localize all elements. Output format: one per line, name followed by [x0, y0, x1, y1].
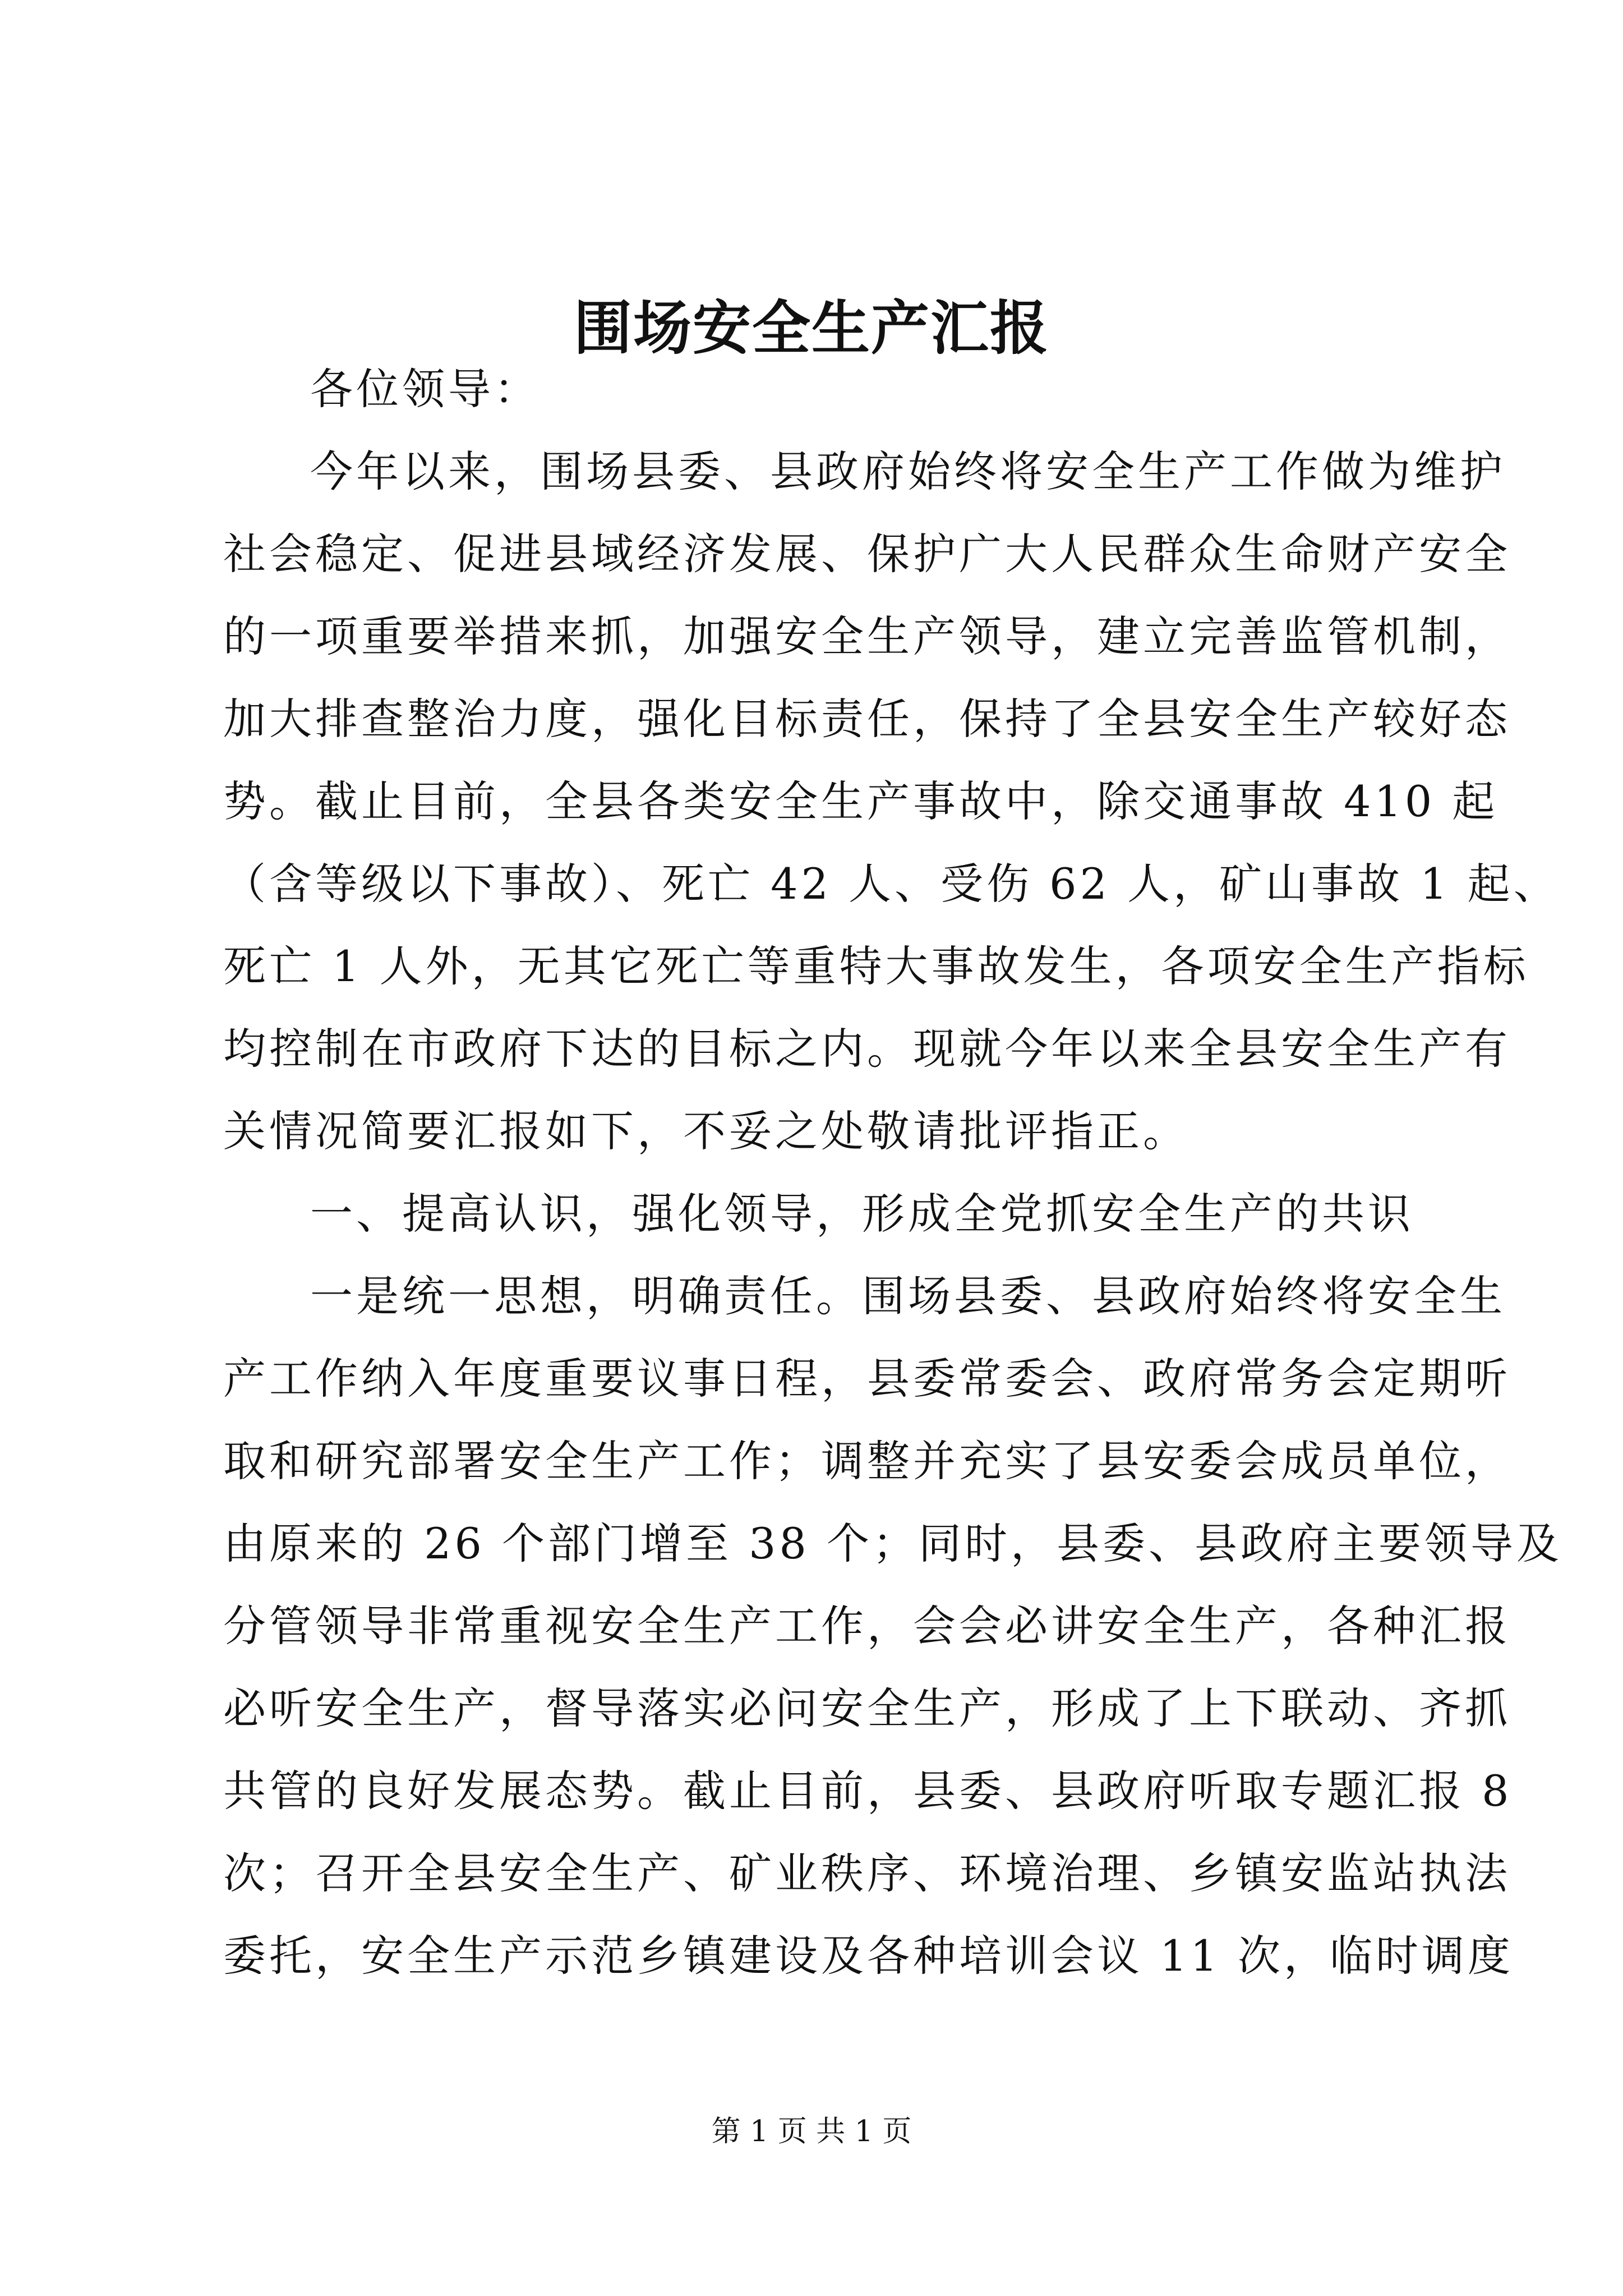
paragraph-line: 加大排查整治力度，强化目标责任，保持了全县安全生产较好态 — [223, 694, 1511, 744]
paragraph-line: 必听安全生产，督导落实必问安全生产，形成了上下联动、齐抓 — [223, 1683, 1511, 1733]
paragraph-line: 次；召开全县安全生产、矿业秩序、环境治理、乡镇安监站执法 — [223, 1848, 1511, 1898]
paragraph-line: 的一项重要举措来抓，加强安全生产领导，建立完善监管机制， — [223, 611, 1511, 661]
section-heading: 一、提高认识，强化领导，形成全党抓安全生产的共识 — [310, 1189, 1414, 1239]
page-footer: 第 1 页 共 1 页 — [711, 2115, 912, 2148]
paragraph-line: 由原来的 26 个部门增至 38 个；同时，县委、县政府主要领导及 — [223, 1519, 1563, 1568]
paragraph-line: 势。截止目前，全县各类安全生产事故中，除交通事故 410 起 — [223, 776, 1498, 826]
document-body — [223, 348, 1563, 1997]
paragraph-line: 取和研究部署安全生产工作；调整并充实了县安委会成员单位， — [223, 1436, 1511, 1486]
paragraph-line: 委托，安全生产示范乡镇建设及各种培训会议 11 次，临时调度 — [223, 1931, 1514, 1981]
paragraph-line: 一是统一思想，明确责任。围场县委、县政府始终将安全生 — [310, 1271, 1506, 1321]
paragraph-line: 死亡 1 人外，无其它死亡等重特大事故发生，各项安全生产指标 — [223, 941, 1529, 991]
paragraph-line: 今年以来，围场县委、县政府始终将安全生产工作做为维护 — [310, 447, 1506, 496]
paragraph-line: （含等级以下事故）、死亡 42 人、受伤 62 人，矿山事故 1 起、 — [223, 859, 1560, 909]
document-title: 围场安全生产汇报 — [573, 293, 1049, 362]
paragraph-line: 关情况简要汇报如下，不妥之处敬请批评指正。 — [223, 1106, 1189, 1156]
paragraph-line: 产工作纳入年度重要议事日程，县委常委会、政府常务会定期听 — [223, 1354, 1511, 1404]
paragraph-line: 共管的良好发展态势。截止目前，县委、县政府听取专题汇报 8 — [223, 1766, 1513, 1816]
salutation-line: 各位领导： — [310, 364, 540, 414]
paragraph-line: 社会稳定、促进县域经济发展、保护广大人民群众生命财产安全 — [223, 529, 1511, 579]
paragraph-line: 均控制在市政府下达的目标之内。现就今年以来全县安全生产有 — [223, 1024, 1511, 1074]
paragraph-line: 分管领导非常重视安全生产工作，会会必讲安全生产，各种汇报 — [223, 1601, 1511, 1651]
